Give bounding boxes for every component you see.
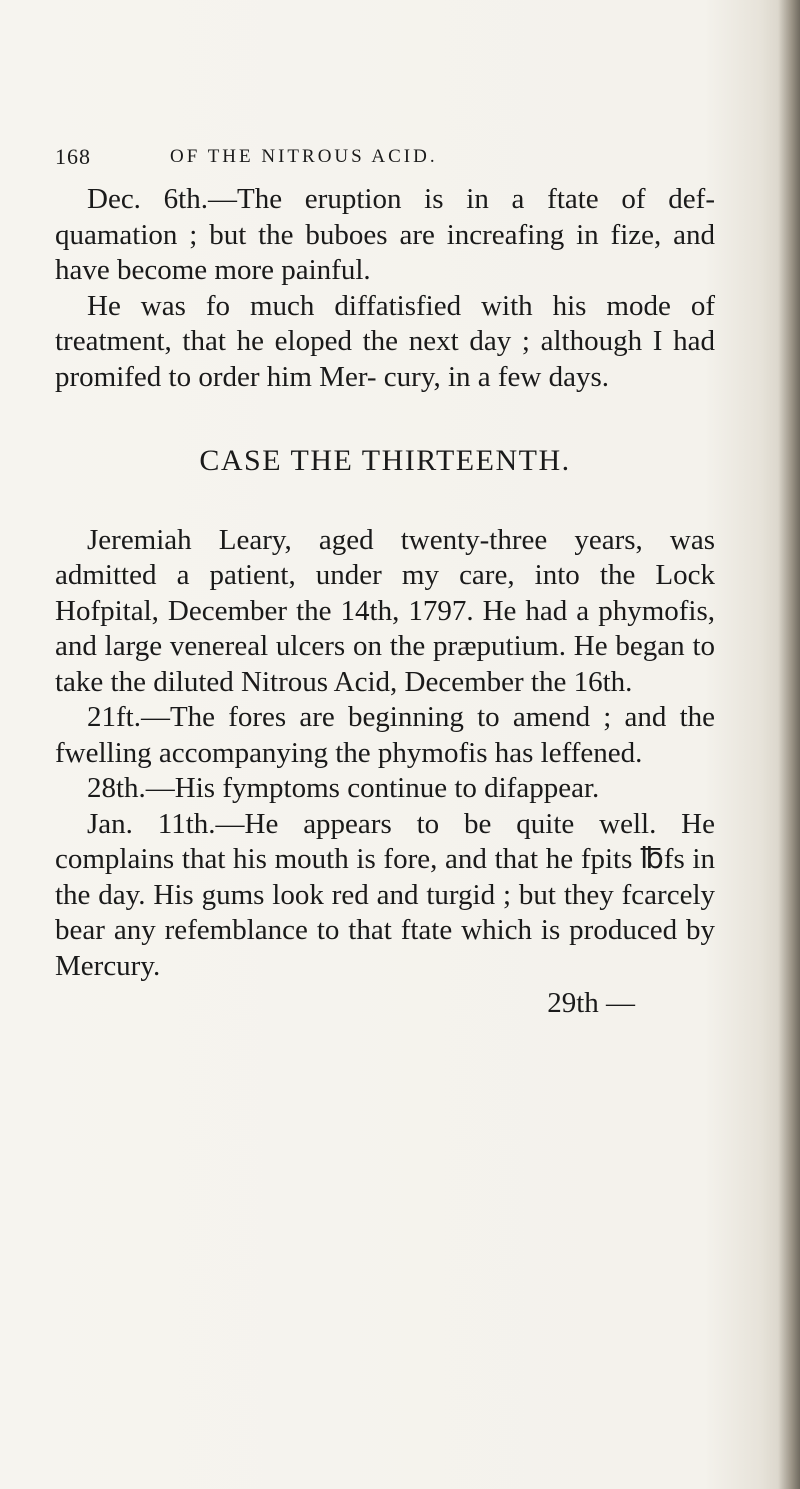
paragraph-jan-11th: Jan. 11th.—He appears to be quite well. He complains that his mouth is fore, and that he fpits ℔fs in the day. His gums look red and turgid ; but they fcarcely bear any refemblance to that ftate which is produced by Mercury.: [55, 807, 715, 982]
paragraph-eloped: He was fo much diffatisfied with his mode of treatment, that he eloped the next day ; although I had promifed to order him Mer- cury, in a few days.: [55, 289, 715, 393]
page-body: [55, 182, 715, 1022]
running-head-title: OF THE NITROUS ACID.: [170, 146, 438, 167]
case-heading: CASE THE THIRTEENTH.: [199, 444, 571, 477]
catchword: 29th —: [547, 987, 635, 1019]
page-number: 168: [55, 144, 91, 169]
paragraph-28th: 28th.—His fymptoms continue to difappear.: [87, 772, 600, 804]
paragraph-21st: 21ft.—The fores are beginning to amend ; and the fwelling accompanying the phymofis has leffened.: [55, 701, 715, 769]
paragraph-dec-6th: Dec. 6th.—The eruption is in a ftate of def- quamation ; but the buboes are increafing in fize, and have become more painful.: [55, 183, 715, 286]
page-edge-shadow: [778, 0, 800, 1489]
paragraph-jeremiah-leary: Jeremiah Leary, aged twenty-three years, was admitted a patient, under my care, into the Lock Hofpital, December the 14th, 1797. He had a phymofis, and large venereal ulcers on the præputium. He began to take the diluted Nitrous Acid, December the 16th.: [55, 523, 715, 698]
running-head: [55, 140, 705, 180]
